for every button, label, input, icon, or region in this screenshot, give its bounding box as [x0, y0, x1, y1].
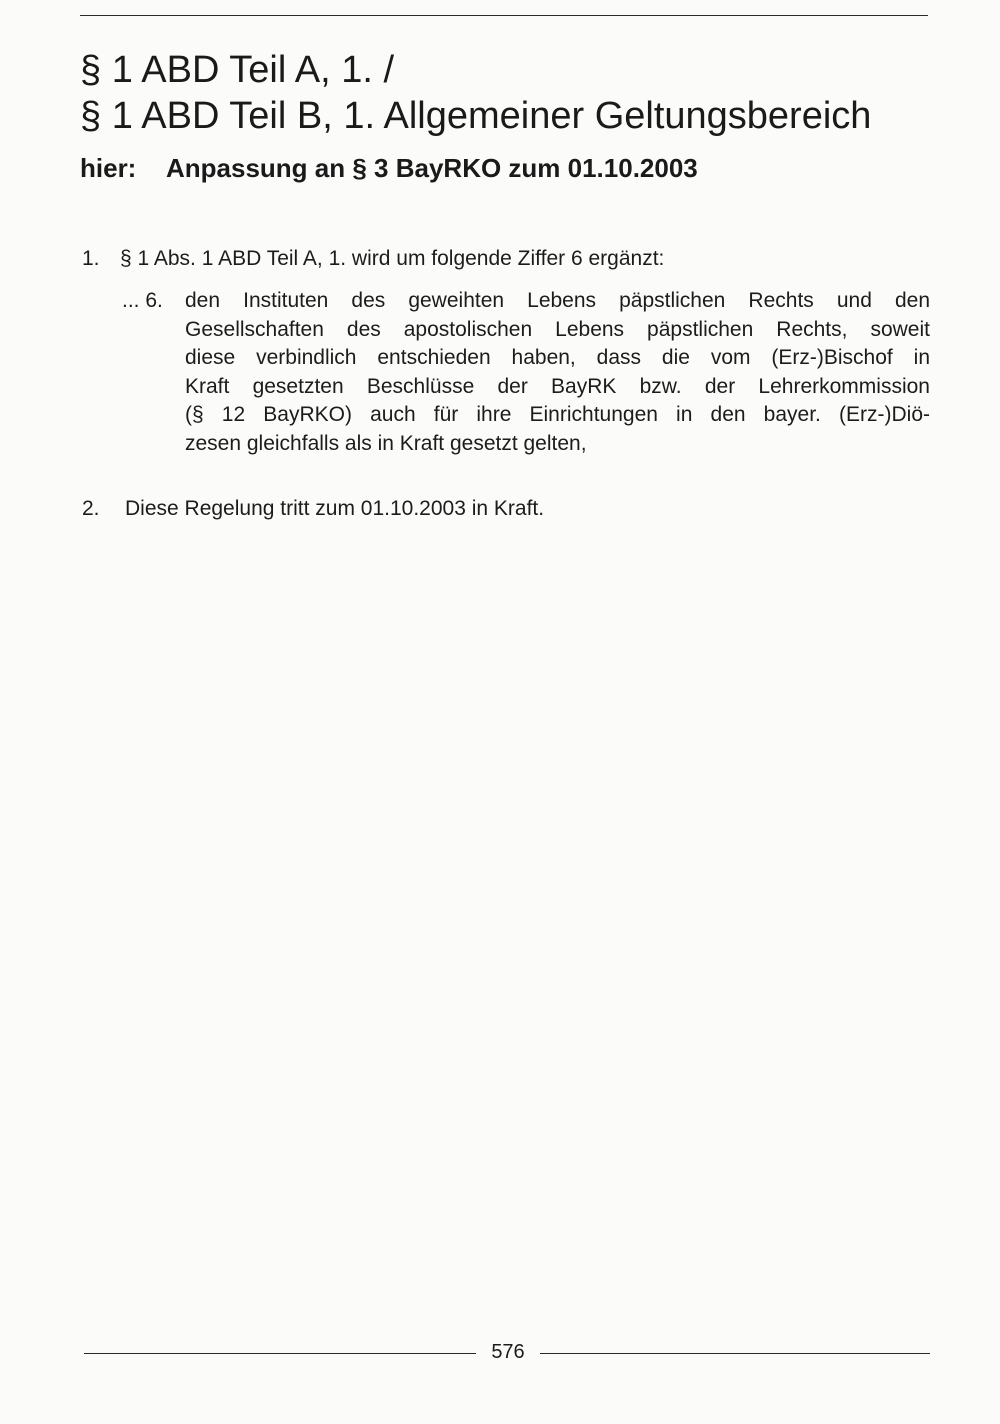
list-item-text: § 1 Abs. 1 ABD Teil A, 1. wird um folgende Ziffer 6 ergänzt: [120, 247, 665, 270]
list-item-number: 1. [82, 247, 100, 270]
document-title-line-2: § 1 ABD Teil B, 1. Allgemeiner Geltungsbereich [80, 95, 872, 137]
top-rule [80, 15, 928, 16]
document-title-line-1: § 1 ABD Teil A, 1. / [80, 49, 395, 91]
sub-item-line: diese verbindlich entschieden haben, dass die vom (Erz-)Bischof in [185, 346, 930, 369]
sub-item-line: den Instituten des geweihten Lebens päpstlichen Rechts und den [185, 289, 930, 312]
list-item-text: Diese Regelung tritt zum 01.10.2003 in Kraft. [125, 497, 545, 520]
sub-item-line: Gesellschaften des apostolischen Lebens päpstlichen Rechts, soweit [185, 317, 930, 341]
document-subtitle [80, 151, 698, 185]
sub-item-line: (§ 12 BayRKO) auch für ihre Einrichtungen in den bayer. (Erz-)Diö- [185, 403, 930, 426]
sub-item-marker: ... 6. [122, 289, 163, 312]
sub-item-text [185, 287, 930, 458]
page-number: 576 [491, 1341, 525, 1363]
subtitle-lead: hier: [80, 153, 137, 183]
list-item-number: 2. [82, 497, 100, 520]
sub-item-line: zesen gleichfalls als in Kraft gesetzt gelten, [185, 431, 587, 455]
footer-rule-right [540, 1353, 930, 1354]
sub-item-line: Kraft gesetzten Beschlüsse der BayRK bzw. der Lehrerkommission [185, 374, 930, 398]
subtitle-text: Anpassung an § 3 BayRKO zum 01.10.2003 [166, 153, 698, 183]
footer-rule-left [84, 1353, 476, 1354]
